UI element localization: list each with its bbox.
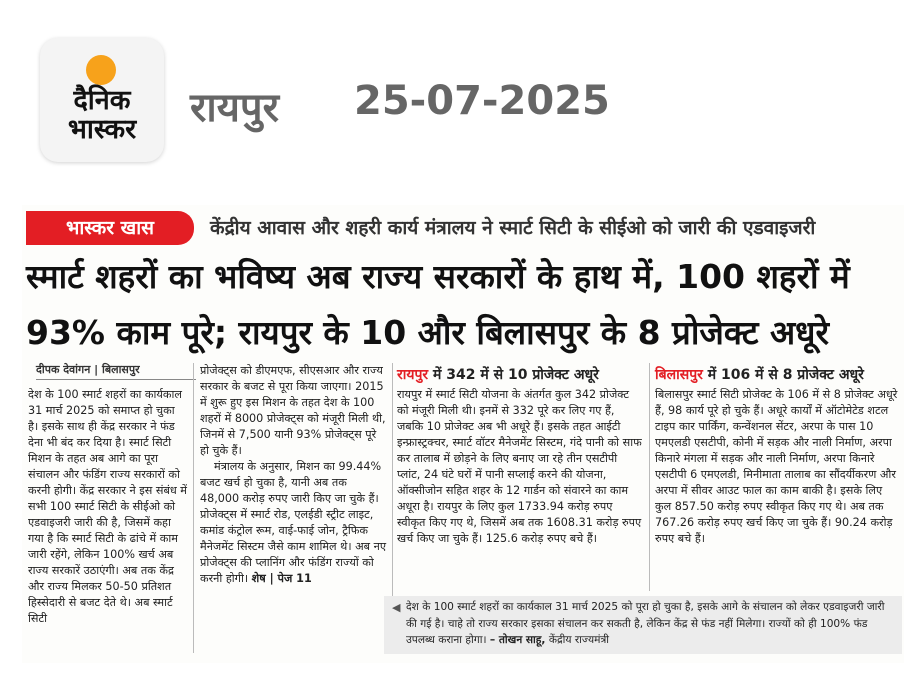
column-divider bbox=[649, 363, 650, 591]
edition-city: रायपुर bbox=[190, 85, 279, 131]
column-divider bbox=[193, 363, 194, 653]
bilaspur-subheading bbox=[655, 365, 864, 384]
logo-text: दैनिक भास्कर bbox=[67, 85, 137, 145]
paragraph-text: मंत्रालय के अनुसार, मिशन का 99.44% बजट खर्च हो चुका है, यानी अब तक 48,000 करोड़ रुपए जारी किए जा चुके हैं। प्रोजेक्ट्स में स्मार्ट रोड, एलईडी स्ट्रीट लाइट, कमांड कंट्रोल रूम, वाई-फाई जोन, ट्रैफिक मैनेजमेंट सिस्टम जैसे काम शामिल थे। अब नए प्रोजेक्ट्स की प्लानिंग और फंडिंग राज्यों को करनी होगी। bbox=[200, 460, 387, 585]
bilaspur-city-label: बिलासपुर bbox=[655, 367, 703, 383]
paragraph: रायपुर में स्मार्ट सिटी योजना के अंतर्गत कुल 342 प्रोजेक्ट को मंजूरी मिली थी। इनमें से 332 पूरे कर लिए गए हैं, जबकि 10 प्रोजेक्ट अब भी अधूरे हैं। इसके तहत आईटी इन्फ्रास्ट्रक्चर, स्मार्ट वॉटर मैनेजमेंट सिस्टम, गंदे पानी को साफ कर तालाब में छोड़ने के लिए बनाए जा रहे तीन एसटीपी प्लांट, 24 घंटे घरों में पानी सप्लाई करने की योजना, ऑक्सीजोन सहित शहर के 12 गार्डन को संवारने का काम अधूरा है। रायपुर के लिए कुल 1733.94 करोड़ रुपए स्वीकृत किए गए थे, जिसमें अब तक 1608.31 करोड़ रुपए खर्च किए जा चुके हैं। 125.6 करोड़ रुपए बचे हैं। bbox=[397, 388, 642, 545]
quote-bullet-icon: ◀ bbox=[392, 601, 401, 614]
article-column-2 bbox=[200, 363, 388, 587]
raipur-column bbox=[397, 387, 643, 547]
paragraph bbox=[200, 459, 388, 587]
raipur-subheading-text: में 342 में से 10 प्रोजेक्ट अधूरे bbox=[428, 367, 599, 383]
raipur-subheading bbox=[397, 365, 599, 384]
byline: दीपक देवांगन | बिलासपुर bbox=[36, 362, 196, 380]
quote-attribution-name: – तोखन साहू, bbox=[489, 634, 546, 646]
quote-text bbox=[406, 599, 898, 649]
headline-line-1: स्मार्ट शहरों का भविष्य अब राज्य सरकारों के हाथ में, 100 शहरों में bbox=[26, 257, 850, 296]
article-column-1 bbox=[28, 387, 188, 627]
quote-body: देश के 100 स्मार्ट शहरों का कार्यकाल 31 मार्च 2025 को पूरा हो चुका है, इसके आगे के संचालन को लेकर एडवाइजरी जारी की गई है। चाहे तो राज्य सरकार इसका संचालन कर सकती है, लेकिन केंद्र से फंड नहीं मिलेगा। राज्यों को ही 100% फंड उपलब्ध कराना होगा। bbox=[406, 601, 885, 646]
bilaspur-column bbox=[655, 387, 901, 547]
quote-box bbox=[384, 596, 902, 654]
section-tag: भास्कर खास bbox=[26, 211, 194, 245]
paragraph: प्रोजेक्ट्स को डीएमएफ, सीएसआर और राज्य सरकार के बजट से पूरा किया जाएगा। 2015 में शुरू हुए इस मिशन के तहत देश के 100 शहरों में 8000 प्रोजेक्ट्स को मंजूरी मिली थी, जिनमें से 7,500 यानी 93% प्रोजेक्ट्स पूरे हो चुके हैं। bbox=[200, 364, 386, 457]
headline-line-2: 93% काम पूरे; रायपुर के 10 और बिलासपुर के 8 प्रोजेक्ट अधूरे bbox=[26, 313, 829, 352]
newspaper-logo bbox=[40, 38, 164, 162]
raipur-city-label: रायपुर bbox=[397, 367, 429, 383]
news-clipping bbox=[22, 205, 904, 663]
bilaspur-subheading-text: में 106 में से 8 प्रोजेक्ट अधूरे bbox=[702, 367, 864, 383]
paragraph: बिलासपुर स्मार्ट सिटी प्रोजेक्ट के 106 में से 8 प्रोजेक्ट अधूरे हैं, 98 कार्य पूरे हो चुके हैं। अधूरे कार्यों में ऑटोमेटेड शटल टाइप कार पार्किंग, कन्वेंशनल सेंटर, अरपा के पास 10 एमएलडी एसटीपी, कोनी में सड़क और नाली निर्माण, अरपा किनारे मंगला में सड़क और नाली निर्माण, अरपा किनारे एसटीपी 6 एमएलडी, मिनीमाता तालाब का सौंदर्यीकरण और अरपा में सीवर आउट फाल का काम बाकी है। इसके लिए कुल 857.50 करोड़ रुपए स्वीकृत किए गए थे। अब तक 767.26 करोड़ रुपए खर्च किए जा चुके हैं। 90.24 करोड़ रुपए बचे हैं। bbox=[655, 388, 898, 545]
quote-attribution-title: केंद्रीय राज्यमंत्री bbox=[545, 634, 610, 646]
paragraph: देश के 100 स्मार्ट शहरों का कार्यकाल 31 मार्च 2025 को समाप्त हो चुका है। इसके साथ ही केंद्र सरकार ने फंड देना भी बंद कर दिया है। स्मार्ट सिटी मिशन के तहत अब आगे का पूरा संचालन और फंडिंग राज्य सरकारों को करनी होगी। केंद्र सरकार ने इस संबंध में सभी 100 स्मार्ट सिटी के सीईओ को एडवाइजरी जारी की है, जिसमें कहा गया है कि स्मार्ट सिटी के ढांचे में काम जारी रहेंगे, लेकिन 100% खर्च अब राज्य सरकारें उठाएंगी। अब तक केंद्र और राज्य मिलकर 50-50 प्रतिशत हिस्सेदारी से बजट देते थे। अब स्मार्ट सिटी bbox=[28, 388, 187, 625]
sun-logo-icon bbox=[86, 55, 116, 85]
continued-on-page: शेष | पेज 11 bbox=[251, 572, 312, 585]
edition-date: 25-07-2025 bbox=[354, 78, 610, 124]
kicker-line: केंद्रीय आवास और शहरी कार्य मंत्रालय ने स्मार्ट सिटी के सीईओ को जारी की एडवाइजरी bbox=[210, 217, 816, 239]
